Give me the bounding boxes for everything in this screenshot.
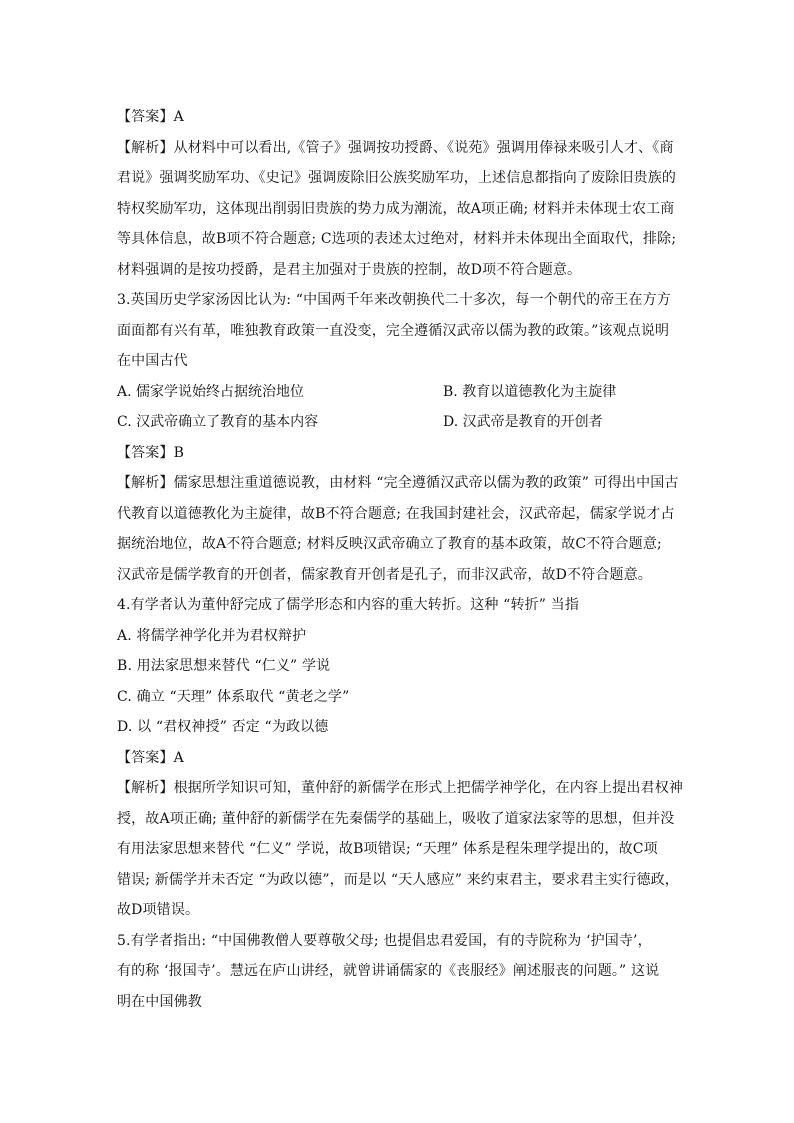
- question-line: 4.有学者认为董仲舒完成了儒学形态和内容的重大转折。这种 “转折” 当指: [117, 597, 579, 613]
- analysis-line: 有用法家思想来替代 “仁义” 学说，故B项错误; “天理” 体系是程朱理学提出的，故C项: [117, 841, 658, 857]
- answer-line: 【答案】B: [117, 444, 185, 461]
- option-row: [117, 407, 679, 438]
- answer-line: 【答案】A: [117, 749, 184, 766]
- option-item: A. 儒家学说始终占据统治地位: [117, 383, 305, 400]
- question-line: 有的称 ‘报国寺’。慧远在庐山讲经，就曾讲诵儒家的《丧服经》阐述服丧的问题。” 这说: [117, 963, 660, 979]
- option-line: D. 以 “君权神授” 否定 “为政以德: [117, 719, 329, 735]
- question-line: 明在中国佛教: [117, 993, 202, 1010]
- analysis-line: 错误; 新儒学并未否定 “为政以德”，而是以 “天人感应” 来约束君主，要求君主实行德政，: [117, 871, 679, 888]
- analysis-line: 故D项错误。: [117, 902, 200, 918]
- question-line: 面面都有兴有革，唯独教育政策一直没变，完全遵循汉武帝以儒为教的政策。”该观点说明: [117, 322, 670, 339]
- analysis-line: 授，故A项正确; 董仲舒的新儒学在先秦儒学的基础上，吸收了道家法家等的思想，但并没: [117, 810, 675, 827]
- q3-q5-block: [117, 438, 683, 1018]
- analysis-line: 等具体信息，故B项不符合题意; C选项的表述太过绝对，材料并未体现出全面取代，排除;: [117, 231, 677, 247]
- analysis-line: 君说》强调奖励军功、《史记》强调废除旧公族奖励军功，上述信息都指向了废除旧贵族的: [117, 170, 676, 186]
- analysis-line: 代教育以道德教化为主旋律，故B不符合题意; 在我国封建社会，汉武帝起，儒家学说才占: [117, 505, 675, 522]
- question-line: 5.有学者指出: “中国佛教僧人要尊敬父母; 也提倡忠君爱国，有的寺院称为 ‘护国寺’，: [117, 932, 652, 949]
- q3-options: [117, 377, 679, 438]
- option-row: [117, 377, 679, 408]
- option-line: A. 将儒学神学化并为君权辩护: [117, 627, 307, 644]
- option-item: C. 汉武帝确立了教育的基本内容: [117, 414, 319, 430]
- option-item: D. 汉武帝是教育的开创者: [443, 414, 603, 430]
- analysis-line: 汉武帝是儒学教育的开创者，儒家教育开创者是孔子，而非汉武帝，故D不符合题意。: [117, 566, 652, 583]
- question-line: 3.英国历史学家汤因比认为: “中国两千年来改朝换代二十多次，每一个朝代的帝王在方方: [117, 292, 671, 308]
- analysis-line: 【解析】儒家思想注重道德说教，由材料 “完全遵循汉武帝以儒为教的政策” 可得出中国古: [117, 475, 679, 491]
- analysis-line: 【解析】从材料中可以看出,《管子》强调按功授爵、《说苑》强调用俸禄来吸引人才、《商: [117, 139, 674, 156]
- option-item: B. 教育以道德教化为主旋律: [443, 383, 617, 400]
- page-content: [117, 102, 683, 1017]
- question-line: 在中国古代: [117, 353, 188, 369]
- analysis-line: 材料强调的是按功授爵，是君主加强对于贵族的控制，故D项不符合题意。: [117, 261, 582, 278]
- answer-line: 【答案】A: [117, 109, 184, 125]
- analysis-line: 特权奖励军功，这体现出削弱旧贵族的势力成为潮流，故A项正确; 材料并未体现士农工商: [117, 200, 675, 217]
- analysis-line: 【解析】根据所学知识可知，董仲舒的新儒学在形式上把儒学神学化，在内容上提出君权神: [117, 780, 683, 796]
- option-line: B. 用法家思想来替代 “仁义” 学说: [117, 658, 331, 674]
- q2-answer-analysis-block: [117, 102, 679, 377]
- option-line: C. 确立 “天理” 体系取代 “黄老之学”: [117, 688, 350, 705]
- analysis-line: 据统治地位，故A不符合题意; 材料反映汉武帝确立了教育的基本政策，故C不符合题意;: [117, 536, 662, 552]
